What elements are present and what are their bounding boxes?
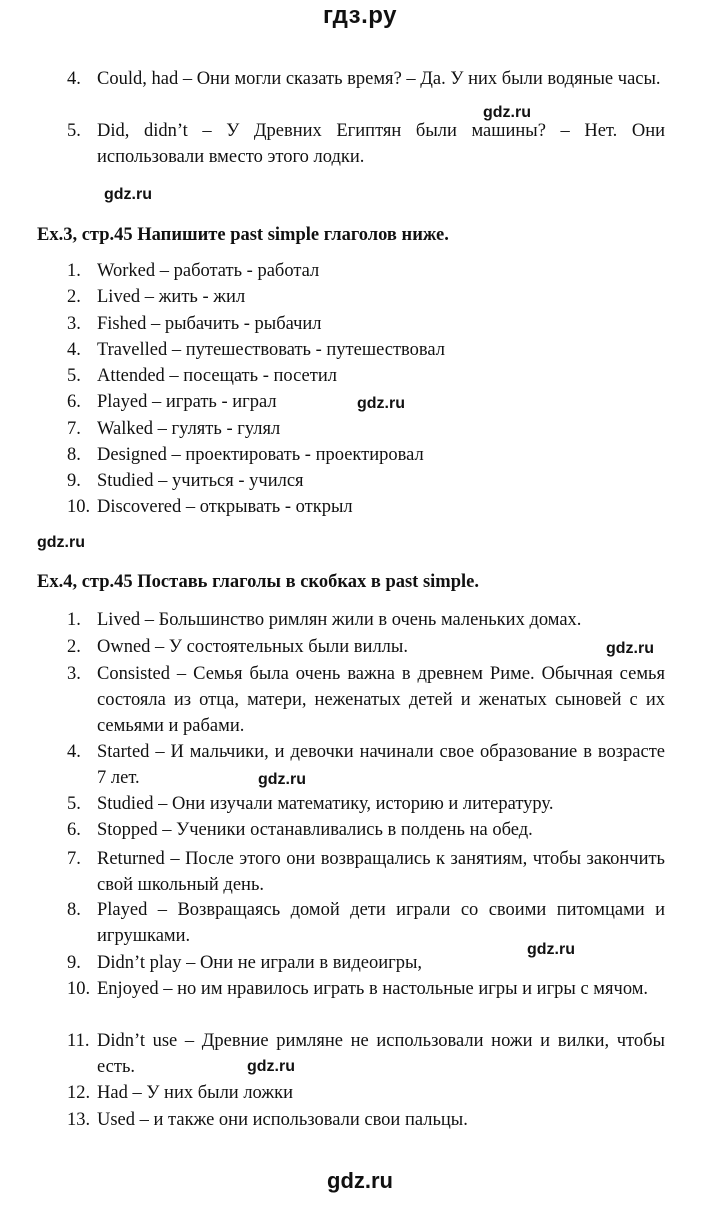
item-number: 4. [67,340,81,360]
watermark: gdz.ru [247,1058,295,1075]
item-number: 2. [67,287,81,307]
item-number: 5. [67,794,81,814]
item-text: Owned – У состоятельных были виллы. [97,637,408,657]
item-number: 5. [67,121,81,141]
watermark: gdz.ru [483,104,531,121]
list-item [67,1080,665,1106]
list-item [67,66,665,92]
list-item [67,897,665,949]
item-number: 13. [67,1110,91,1130]
list-item [67,337,665,363]
list-item [67,258,665,284]
watermark: gdz.ru [258,771,306,788]
list-item [67,739,665,791]
item-number: 12. [67,1083,91,1103]
item-text: Walked – гулять - гулял [97,419,281,439]
item-number: 4. [67,69,81,89]
item-text: Played – Возвращаясь домой дети играли со своими питомцами и игрушками. [97,900,665,946]
item-text: Stopped – Ученики останавливались в полдень на обед. [97,820,533,840]
list-item [67,817,665,843]
item-number: 3. [67,314,81,334]
item-number: 7. [67,419,81,439]
list-item [67,976,665,1002]
item-text: Studied – Они изучали математику, историю и литературу. [97,794,554,814]
item-text: Could, had – Они могли сказать время? – Да. У них были водяные часы. [97,69,661,89]
site-footer: gdz.ru [327,1168,393,1193]
list-item [67,494,665,520]
item-number: 3. [67,664,81,684]
item-number: 8. [67,900,81,920]
item-text: Used – и также они использовали свои пальцы. [97,1110,468,1130]
item-text: Did, didn’t – У Древних Египтян были машины? – Нет. Они использовали вместо этого лодки. [97,121,665,167]
item-number: 4. [67,742,81,762]
item-text: Lived – жить - жил [97,287,246,307]
item-number: 10. [67,979,91,999]
ex3-heading: Ex.3, стр.45 Напишите past simple глаголов ниже. [37,225,449,245]
item-number: 9. [67,471,81,491]
item-number: 2. [67,637,81,657]
watermark: gdz.ru [104,186,152,203]
item-number: 11. [67,1031,90,1051]
watermark: gdz.ru [606,640,654,657]
item-number: 5. [67,366,81,386]
item-text: Worked – работать - работал [97,261,320,281]
list-item [67,468,665,494]
item-text: Fished – рыбачить - рыбачил [97,314,322,334]
list-item [67,1107,665,1133]
item-text: Consisted – Семья была очень важна в древнем Риме. Обычная семья состояла из отца, матери, неженатых детей и женатых сыновей с их семьями и рабами. [97,664,665,736]
item-number: 7. [67,849,81,869]
item-number: 6. [67,820,81,840]
item-number: 10. [67,497,91,517]
item-number: 1. [67,610,81,630]
item-number: 1. [67,261,81,281]
item-text: Had – У них были ложки [97,1083,294,1103]
item-number: 9. [67,953,81,973]
site-header: гдз.ру [323,2,397,29]
ex4-heading: Ex.4, стр.45 Поставь глаголы в скобках в past simple. [37,572,479,592]
item-number: 6. [67,392,81,412]
list-item [67,442,665,468]
list-item [67,634,665,660]
item-text: Returned – После этого они возвращались к занятиям, чтобы закончить свой школьный день. [97,849,665,895]
list-item [67,118,665,170]
list-item [67,1028,665,1080]
list-item [67,846,665,898]
list-item [67,363,665,389]
item-text: Attended – посещать - посетил [97,366,337,386]
item-text: Studied – учиться - учился [97,471,304,491]
watermark: gdz.ru [527,941,575,958]
item-text: Started – И мальчики, и девочки начинали свое образование в возрасте 7 лет. [97,742,665,788]
item-text: Designed – проектировать - проектировал [97,445,424,465]
item-text: Enjoyed – но им нравилось играть в настольные игры и игры с мячом. [97,979,649,999]
list-item [67,311,665,337]
item-text: Discovered – открывать - открыл [97,497,353,517]
list-item [67,416,665,442]
item-text: Lived – Большинство римлян жили в очень маленьких домах. [97,610,582,630]
list-item [67,607,665,633]
item-number: 8. [67,445,81,465]
item-text: Travelled – путешествовать - путешествовал [97,340,446,360]
list-item [67,661,665,739]
item-text: Didn’t play – Они не играли в видеоигры, [97,953,422,973]
list-item [67,284,665,310]
list-item [67,791,665,817]
watermark: gdz.ru [37,534,85,551]
item-text: Didn’t use – Древние римляне не использовали ножи и вилки, чтобы есть. [97,1031,665,1077]
list-item [67,950,665,976]
item-text: Played – играть - играл [97,392,277,412]
watermark: gdz.ru [357,395,405,412]
